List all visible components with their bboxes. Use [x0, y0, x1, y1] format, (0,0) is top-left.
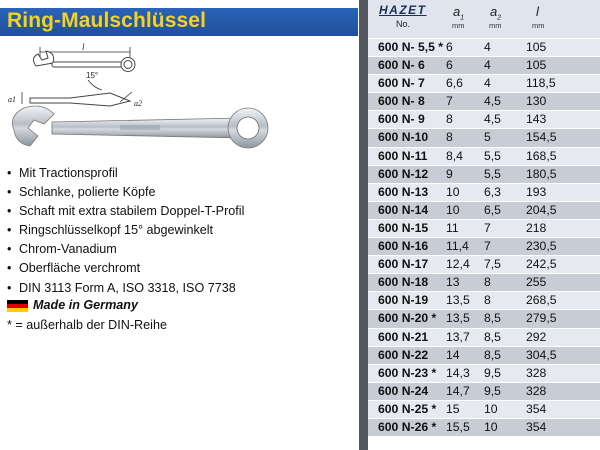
- a1-value: 8: [446, 112, 453, 127]
- a1-value: 9: [446, 166, 453, 181]
- table-row: [368, 310, 600, 328]
- article-number: 600 N-19: [378, 293, 429, 308]
- a2-value: 4: [484, 58, 491, 73]
- article-number: 600 N- 7: [378, 76, 425, 91]
- feature-item: • Chrom-Vanadium: [7, 240, 244, 259]
- a2-value: 4: [484, 40, 491, 54]
- a1-value: 13,5: [446, 311, 470, 326]
- feature-item: • Ringschlüsselkopf 15° abgewinkelt: [7, 221, 244, 240]
- a2-value: 8: [484, 293, 491, 308]
- feature-item: • Schlanke, polierte Köpfe: [7, 183, 244, 202]
- article-number: 600 N- 9: [378, 112, 425, 127]
- a2-value: 10: [484, 401, 498, 416]
- length-value: 255: [526, 275, 547, 290]
- table-header: [368, 0, 600, 38]
- header-a2-sub: 2: [497, 14, 502, 22]
- table-row: [368, 129, 600, 147]
- a2-value: 6,3: [484, 184, 501, 199]
- table-row: [368, 347, 600, 365]
- a2-value: 5: [484, 130, 491, 145]
- a2-label: a2: [134, 99, 142, 108]
- a1-value: 6: [446, 58, 453, 73]
- a2-value: 9,5: [484, 383, 501, 398]
- article-number: 600 N-26 *: [378, 419, 437, 434]
- length-value: 193: [526, 184, 547, 199]
- table-row: [368, 75, 600, 93]
- table-row: [368, 220, 600, 238]
- length-value: 118,5: [526, 76, 556, 91]
- table-row: [368, 148, 600, 166]
- article-number: 600 N- 5,5 *: [378, 40, 444, 54]
- header-a1-letter: a: [453, 4, 461, 19]
- a2-value: 4: [484, 76, 491, 91]
- header-a1-sub: 1: [460, 14, 465, 22]
- a2-value: 8,5: [484, 347, 501, 362]
- a2-value: 6,5: [484, 202, 501, 217]
- length-value: 304,5: [526, 347, 557, 362]
- a2-value: 8,5: [484, 329, 501, 344]
- a1-value: 8: [446, 130, 453, 145]
- header-a2: [490, 4, 501, 22]
- length-value: 328: [526, 365, 547, 380]
- a2-value: 8,5: [484, 311, 501, 326]
- table-row: [368, 202, 600, 220]
- table-row: [368, 274, 600, 292]
- feature-item: • DIN 3113 Form A, ISO 3318, ISO 7738: [7, 279, 244, 298]
- length-value: 354: [526, 401, 547, 416]
- article-number: 600 N-11: [378, 148, 428, 163]
- article-number: 600 N-10: [378, 130, 429, 145]
- header-l: l: [536, 4, 539, 19]
- column-separator: [359, 0, 368, 450]
- title-bar: [0, 8, 358, 36]
- table-row: [368, 184, 600, 202]
- article-number: 600 N- 6: [378, 58, 425, 73]
- a1-value: 12,4: [446, 257, 470, 272]
- a1-label: a1: [8, 95, 16, 104]
- table-body: [368, 39, 600, 437]
- a1-value: 10: [446, 184, 460, 199]
- table-row: [368, 238, 600, 256]
- a2-value: 5,5: [484, 166, 501, 181]
- feature-item: • Oberfläche verchromt: [7, 259, 244, 278]
- length-value: 168,5: [526, 148, 557, 163]
- article-number: 600 N-24: [378, 383, 429, 398]
- a1-value: 13: [446, 275, 460, 290]
- a1-value: 14,3: [446, 365, 470, 380]
- table-row: [368, 93, 600, 111]
- footnote: * = außerhalb der DIN-Reihe: [7, 318, 167, 332]
- a1-value: 8,4: [446, 148, 463, 163]
- feature-item: • Mit Tractionsprofil: [7, 164, 244, 183]
- article-number: 600 N-13: [378, 184, 429, 199]
- a2-value: 4,5: [484, 94, 501, 109]
- wrench-figure: [0, 40, 275, 170]
- spec-table: [368, 0, 600, 450]
- wrench-topview-icon: [33, 51, 135, 72]
- header-a1: [453, 4, 464, 22]
- article-number: 600 N-18: [378, 275, 429, 290]
- a2-value: 10: [484, 419, 498, 434]
- unit-l: mm: [532, 21, 545, 30]
- german-flag-icon: [7, 300, 28, 312]
- article-number: 600 N-16: [378, 239, 429, 254]
- article-number: 600 N-23 *: [378, 365, 437, 380]
- table-row: [368, 111, 600, 129]
- article-number: 600 N-12: [378, 166, 429, 181]
- a1-value: 11: [446, 220, 459, 235]
- length-value: 218: [526, 220, 547, 235]
- a1-value: 14: [446, 347, 460, 362]
- article-number: 600 N-21: [378, 329, 429, 344]
- length-value: 354: [526, 419, 547, 434]
- length-value: 130: [526, 94, 547, 109]
- length-value: 328: [526, 383, 547, 398]
- a1-value: 7: [446, 94, 453, 109]
- a2-value: 5,5: [484, 148, 501, 163]
- length-value: 105: [526, 58, 547, 73]
- length-value: 242,5: [526, 257, 557, 272]
- wrench-sideview-icon: [30, 93, 130, 106]
- made-in-label: Made in Germany: [33, 298, 138, 312]
- table-row: [368, 166, 600, 184]
- table-row: [368, 292, 600, 310]
- table-row: [368, 57, 600, 75]
- a2-value: 4,5: [484, 112, 501, 127]
- article-number: 600 N-14: [378, 202, 429, 217]
- table-row: [368, 39, 600, 57]
- a2-value: 7: [484, 220, 491, 235]
- length-value: 180,5: [526, 166, 557, 181]
- a1-value: 14,7: [446, 383, 470, 398]
- length-value: 268,5: [526, 293, 557, 308]
- length-value: 105: [526, 40, 547, 54]
- table-row: [368, 256, 600, 274]
- a1-value: 10: [446, 202, 460, 217]
- length-value: 230,5: [526, 239, 557, 254]
- feature-item: • Schaft mit extra stabilem Doppel-T-Profil: [7, 202, 244, 221]
- header-a2-letter: a: [490, 4, 498, 19]
- a2-value: 9,5: [484, 365, 501, 380]
- a2-value: 7: [484, 239, 491, 254]
- page-title: Ring-Maulschlüssel: [7, 9, 207, 32]
- wrench-photo-icon: [12, 106, 268, 148]
- length-value: 143: [526, 112, 547, 127]
- article-number: 600 N-25 *: [378, 401, 437, 416]
- a1-value: 13,7: [446, 329, 470, 344]
- header-no: No.: [396, 19, 411, 29]
- article-number: 600 N-15: [378, 220, 429, 235]
- length-value: 279,5: [526, 311, 557, 326]
- article-number: 600 N-17: [378, 257, 429, 272]
- table-row: [368, 419, 600, 437]
- a1-value: 11,4: [446, 239, 469, 254]
- table-row: [368, 401, 600, 419]
- unit-a2: mm: [489, 21, 502, 30]
- length-value: 154,5: [526, 130, 557, 145]
- a2-value: 7,5: [484, 257, 501, 272]
- a1-value: 15: [446, 401, 460, 416]
- a2-value: 8: [484, 275, 491, 290]
- a1-value: 13,5: [446, 293, 470, 308]
- feature-list: [7, 164, 244, 298]
- length-value: 204,5: [526, 202, 557, 217]
- table-row: [368, 365, 600, 383]
- length-label: l: [82, 42, 85, 52]
- a1-value: 6: [446, 40, 453, 54]
- angle-label: 15°: [86, 71, 99, 80]
- article-number: 600 N-22: [378, 347, 429, 362]
- brand-logo: HAZET: [379, 3, 427, 17]
- table-row: [368, 329, 600, 347]
- table-row: [368, 383, 600, 401]
- article-number: 600 N- 8: [378, 94, 425, 109]
- a1-value: 6,6: [446, 76, 463, 91]
- a1-value: 15,5: [446, 419, 470, 434]
- length-value: 292: [526, 329, 547, 344]
- unit-a1: mm: [452, 21, 465, 30]
- article-number: 600 N-20 *: [378, 311, 437, 326]
